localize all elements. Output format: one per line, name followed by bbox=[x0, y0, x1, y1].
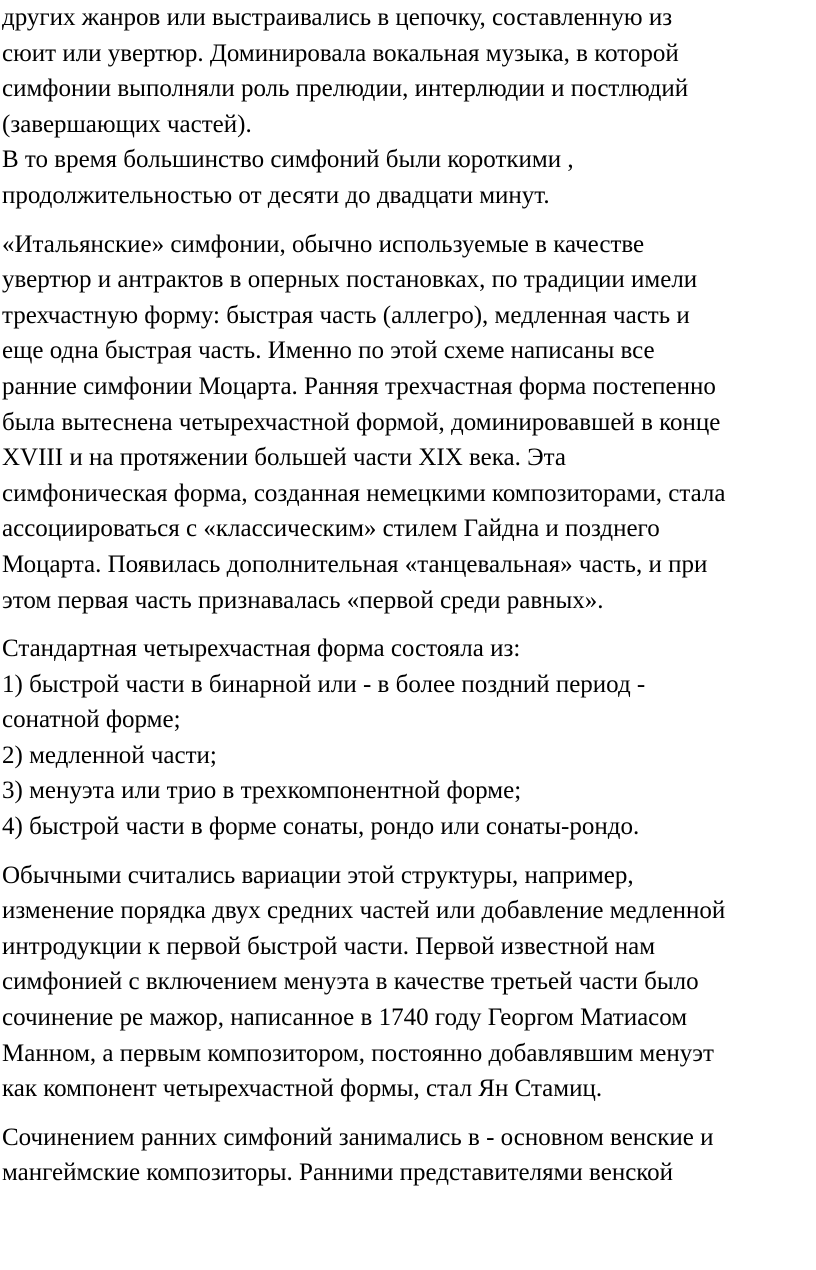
text-line: была вытеснена четырехчастной формой, доминировавшей в конце bbox=[2, 408, 721, 436]
list-item: 1) быстрой части в бинарной или - в более поздний период - bbox=[2, 670, 646, 698]
text-line: как компонент четырехчастной формы, стал Ян Стамиц. bbox=[2, 1075, 603, 1103]
text-line: сюит или увертюр. Доминировала вокальная музыка, в которой bbox=[2, 39, 679, 67]
paragraph-four-movement-form bbox=[2, 631, 810, 845]
list-item: 4) быстрой части в форме сонаты, рондо или сонаты-рондо. bbox=[2, 813, 640, 841]
text-line: симфонии выполняли роль прелюдии, интерлюдии и постлюдий bbox=[2, 75, 689, 103]
text-line: XVIII и на протяжении большей части XIX века. Эта bbox=[2, 444, 566, 472]
text-line: трехчастную форму: быстрая часть (аллегро), медленная часть и bbox=[2, 301, 690, 329]
paragraph-early-symphonies bbox=[2, 0, 810, 214]
text-line: сочинение ре мажор, написанное в 1740 году Георгом Матиасом bbox=[2, 1004, 688, 1032]
text-line: еще одна быстрая часть. Именно по этой схеме написаны все bbox=[2, 337, 655, 365]
text-line: В то время большинство симфоний были короткими , bbox=[2, 146, 574, 174]
text-line: продолжительностью от десяти до двадцати минут. bbox=[2, 181, 550, 209]
text-line: мангеймские композиторы. Ранними представителями венской bbox=[2, 1159, 674, 1187]
text-line: ранние симфонии Моцарта. Ранняя трехчастная форма постепенно bbox=[2, 372, 716, 400]
paragraph-italian-symphonies bbox=[2, 227, 810, 619]
text-line: других жанров или выстраивались в цепочку, составленную из bbox=[2, 4, 673, 31]
text-line: Моцарта. Появилась дополнительная «танцевальная» часть, и при bbox=[2, 550, 708, 578]
text-line: ассоциироваться с «классическим» стилем Гайдна и позднего bbox=[2, 515, 660, 543]
text-line: увертюр и антрактов в оперных постановках, по традиции имели bbox=[2, 266, 698, 294]
paragraph-composers bbox=[2, 1120, 810, 1191]
text-line: изменение порядка двух средних частей или добавление медленной bbox=[2, 897, 726, 925]
text-line: сонатной форме; bbox=[2, 706, 181, 734]
text-line: Манном, а первым композитором, постоянно добавлявшим менуэт bbox=[2, 1039, 714, 1067]
list-item: 3) менуэта или трио в трехкомпонентной форме; bbox=[2, 777, 522, 805]
text-line: интродукции к первой быстрой части. Первой известной нам bbox=[2, 932, 656, 960]
paragraph-variations bbox=[2, 858, 810, 1107]
list-item: 2) медленной части; bbox=[2, 741, 217, 769]
text-line: этом первая часть признавалась «первой среди равных». bbox=[2, 586, 604, 614]
text-line: Стандартная четырехчастная форма состояла из: bbox=[2, 635, 521, 663]
text-line: симфонией с включением менуэта в качестве третьей части было bbox=[2, 968, 699, 996]
text-line: симфоническая форма, созданная немецкими композиторами, стала bbox=[2, 479, 726, 507]
text-line: Сочинением ранних симфоний занимались в - основном венские и bbox=[2, 1123, 714, 1151]
text-line: Обычными считались вариации этой структуры, например, bbox=[2, 861, 634, 889]
text-line: «Итальянские» симфонии, обычно используемые в качестве bbox=[2, 230, 645, 258]
text-line: (завершающих частей). bbox=[2, 110, 252, 138]
